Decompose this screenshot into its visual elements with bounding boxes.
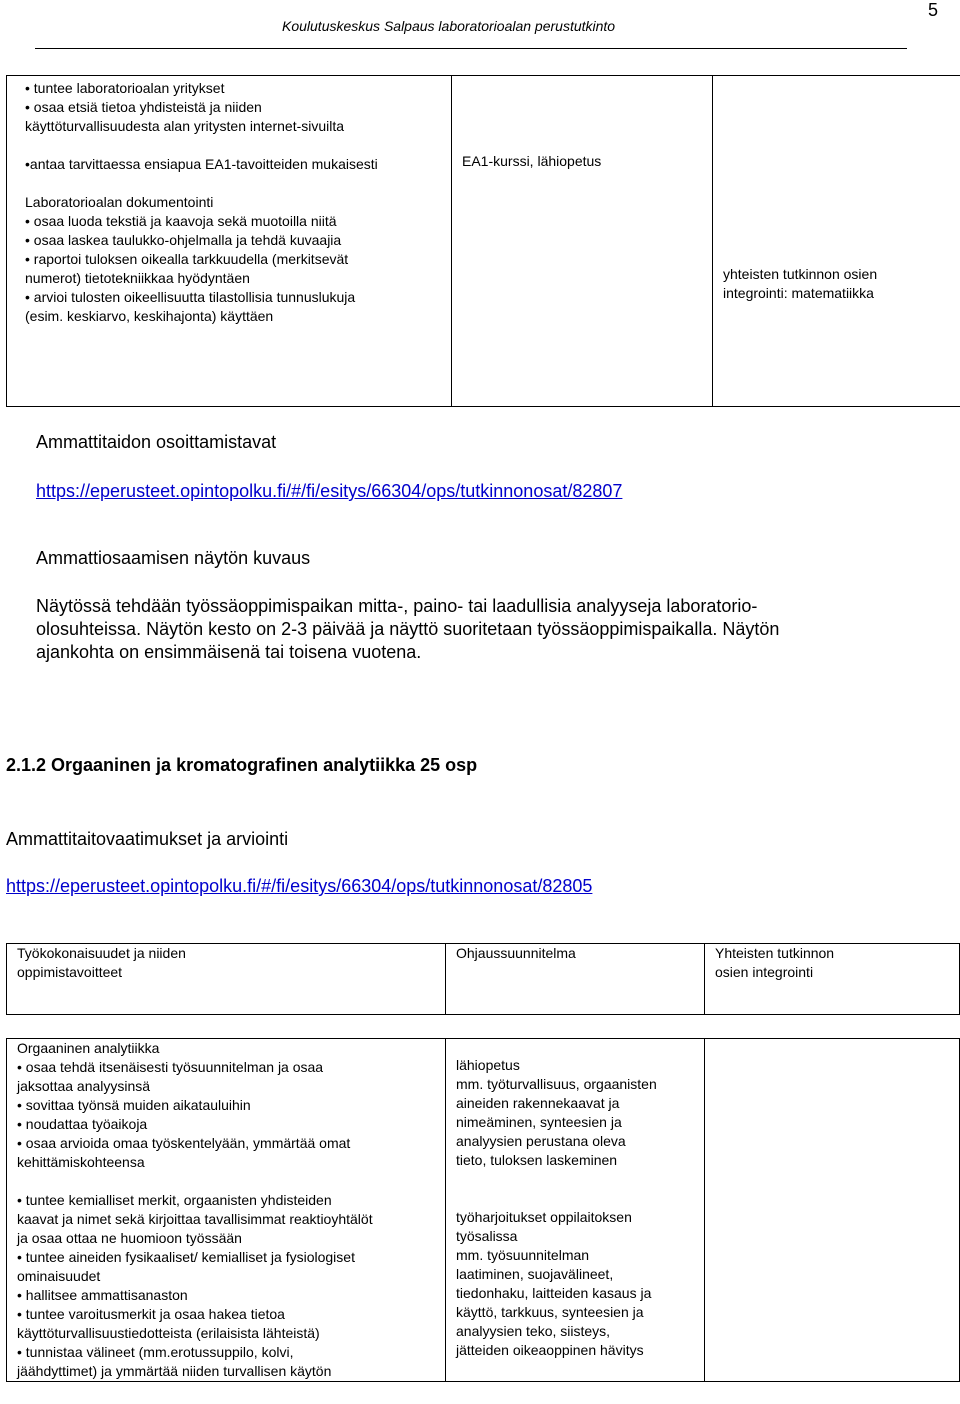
guidance-line: mm. työsuunnitelman <box>456 1247 590 1263</box>
column-header-line: Yhteisten tutkinnon <box>715 945 835 961</box>
competence-table-continued <box>6 75 960 407</box>
goal-line: •antaa tarvittaessa ensiapua EA1-tavoitteiden mukaisesti <box>25 156 378 172</box>
goal-line: ominaisuudet <box>17 1268 101 1284</box>
goal-line: • tuntee aineiden fysikaaliset/ kemialliset ja fysiologiset <box>17 1249 355 1265</box>
guidance-plan-cell <box>452 76 713 407</box>
goal-line: • osaa tehdä itsenäisesti työsuunnitelman ja osaa <box>17 1059 324 1075</box>
guidance-line: tiedonhaku, laitteiden kasaus ja <box>456 1285 652 1301</box>
guidance-line: lähiopetus <box>456 1057 520 1073</box>
goal-line <box>25 136 451 155</box>
goal-line: • osaa laskea taulukko-ohjelmalla ja tehdä kuvaajia <box>25 232 342 248</box>
goal-line: • osaa luoda tekstiä ja kaavoja sekä muotoilla niitä <box>25 213 337 229</box>
goal-line: • sovittaa työnsä muiden aikatauluihin <box>17 1097 251 1113</box>
goal-line: jaksottaa analyysinsä <box>17 1078 151 1094</box>
organic-analytics-title: Orgaaninen analytiikka <box>17 1040 160 1056</box>
description-line: olosuhteissa. Näytön kesto on 2-3 päivää ja näyttö suoritetaan työssäoppimispaikalla. Näytön <box>36 619 780 639</box>
requirements-heading: Ammattitaitovaatimukset ja arviointi <box>6 829 289 849</box>
column-header-line: osien integrointi <box>715 964 814 980</box>
goal-line: kehittämiskohteensa <box>17 1154 145 1170</box>
goal-line: (esim. keskiarvo, keskihajonta) käyttäen <box>25 308 274 324</box>
requirements-link[interactable]: https://eperusteet.opintopolku.fi/#/fi/esitys/66304/ops/tutkinnonosat/82805 <box>6 876 593 896</box>
goal-line: kaavat ja nimet sekä kirjoittaa tavallisimmat reaktioyhtälöt <box>17 1211 373 1227</box>
guidance-line: tieto, tuloksen laskeminen <box>456 1152 618 1168</box>
demonstration-methods-link[interactable]: https://eperusteet.opintopolku.fi/#/fi/esitys/66304/ops/tutkinnonosat/82807 <box>36 481 623 501</box>
guidance-line: laatiminen, suojavälineet, <box>456 1266 614 1282</box>
integration-line: integrointi: matematiikka <box>723 285 874 301</box>
column-header-line: Työkokonaisuudet ja niiden <box>17 945 186 961</box>
guidance-line: käyttö, tarkkuus, synteesien ja <box>456 1304 644 1320</box>
skill-demonstration-heading: Ammattiosaamisen näytön kuvaus <box>36 548 311 568</box>
goal-line <box>25 174 451 193</box>
header-integration <box>705 944 960 1015</box>
goal-line: • hallitsee ammattisanaston <box>17 1287 188 1303</box>
page-number: 5 <box>927 0 938 20</box>
guidance-line: työharjoitukset oppilaitoksen <box>456 1209 632 1225</box>
module-table-body <box>6 1038 960 1382</box>
skill-demonstration-description <box>36 595 916 664</box>
goal-line: • tuntee kemialliset merkit, orgaanisten yhdisteiden <box>17 1192 332 1208</box>
guidance-line: mm. työturvallisuus, orgaanisten <box>456 1076 657 1092</box>
organic-analytics-guidance-cell <box>446 1039 705 1382</box>
integration-cell <box>713 76 960 407</box>
description-line: ajankohta on ensimmäisenä tai toisena vuotena. <box>36 642 422 662</box>
guidance-line: analyysien perustana oleva <box>456 1133 626 1149</box>
guidance-line <box>456 1189 704 1208</box>
organic-analytics-integration-cell <box>705 1039 960 1382</box>
goal-line: • tuntee laboratorioalan yritykset <box>25 80 225 96</box>
learning-goals-cell <box>7 76 452 407</box>
goal-line: ja osaa ottaa ne huomioon työssään <box>17 1230 242 1246</box>
guidance-line: työsalissa <box>456 1228 518 1244</box>
demonstration-methods-heading: Ammattitaidon osoittamistavat <box>36 432 277 452</box>
description-line: Näytössä tehdään työssäoppimispaikan mitta-, paino- tai laadullisia analyyseja laboratorio- <box>36 596 758 616</box>
header-guidance-plan <box>446 944 705 1015</box>
goal-line: käyttöturvallisuudesta alan yritysten internet-sivuilta <box>25 118 345 134</box>
module-title: 2.1.2 Orgaaninen ja kromatografinen analytiikka 25 osp <box>6 755 478 775</box>
column-header-line: Ohjaussuunnitelma <box>456 945 576 961</box>
header-work-units <box>7 944 446 1015</box>
goal-line: • tunnistaa välineet (mm.erotussuppilo, kolvi, <box>17 1344 294 1360</box>
goal-line: • osaa arvioida omaa työskentelyään, ymmärtää omat <box>17 1135 351 1151</box>
column-header-line: oppimistavoitteet <box>17 964 123 980</box>
guidance-line <box>456 1170 704 1189</box>
goal-line: numerot) tietotekniikkaa hyödyntäen <box>25 270 250 286</box>
integration-line: yhteisten tutkinnon osien <box>723 266 878 282</box>
guidance-line: aineiden rakennekaavat ja <box>456 1095 620 1111</box>
header-title: Koulutuskeskus Salpaus laboratorioalan perustutkinto <box>282 18 616 34</box>
goal-line: Laboratorioalan dokumentointi <box>25 194 214 210</box>
goal-line: jäähdyttimet) ja ymmärtää niiden turvallisen käytön <box>17 1363 332 1379</box>
header-divider <box>35 48 907 49</box>
organic-analytics-goals-cell <box>7 1039 446 1382</box>
goal-line: • tuntee varoitusmerkit ja osaa hakea tietoa <box>17 1306 285 1322</box>
guidance-line: nimeäminen, synteesien ja <box>456 1114 622 1130</box>
guidance-text: EA1-kurssi, lähiopetus <box>462 153 602 169</box>
goal-line: • noudattaa työaikoja <box>17 1116 148 1132</box>
goal-line: käyttöturvallisuustiedotteista (erilaisista lähteistä) <box>17 1325 320 1341</box>
goal-line: • osaa etsiä tietoa yhdisteistä ja niiden <box>25 99 262 115</box>
goal-line: • raportoi tuloksen oikealla tarkkuudella (merkitsevät <box>25 251 349 267</box>
goal-line: • arvioi tulosten oikeellisuutta tilastollisia tunnuslukuja <box>25 289 356 305</box>
guidance-line: jätteiden oikeaoppinen hävitys <box>456 1342 644 1358</box>
module-table-header <box>6 943 960 1015</box>
guidance-line: analyysien teko, siisteys, <box>456 1323 611 1339</box>
goal-line <box>17 1172 445 1191</box>
